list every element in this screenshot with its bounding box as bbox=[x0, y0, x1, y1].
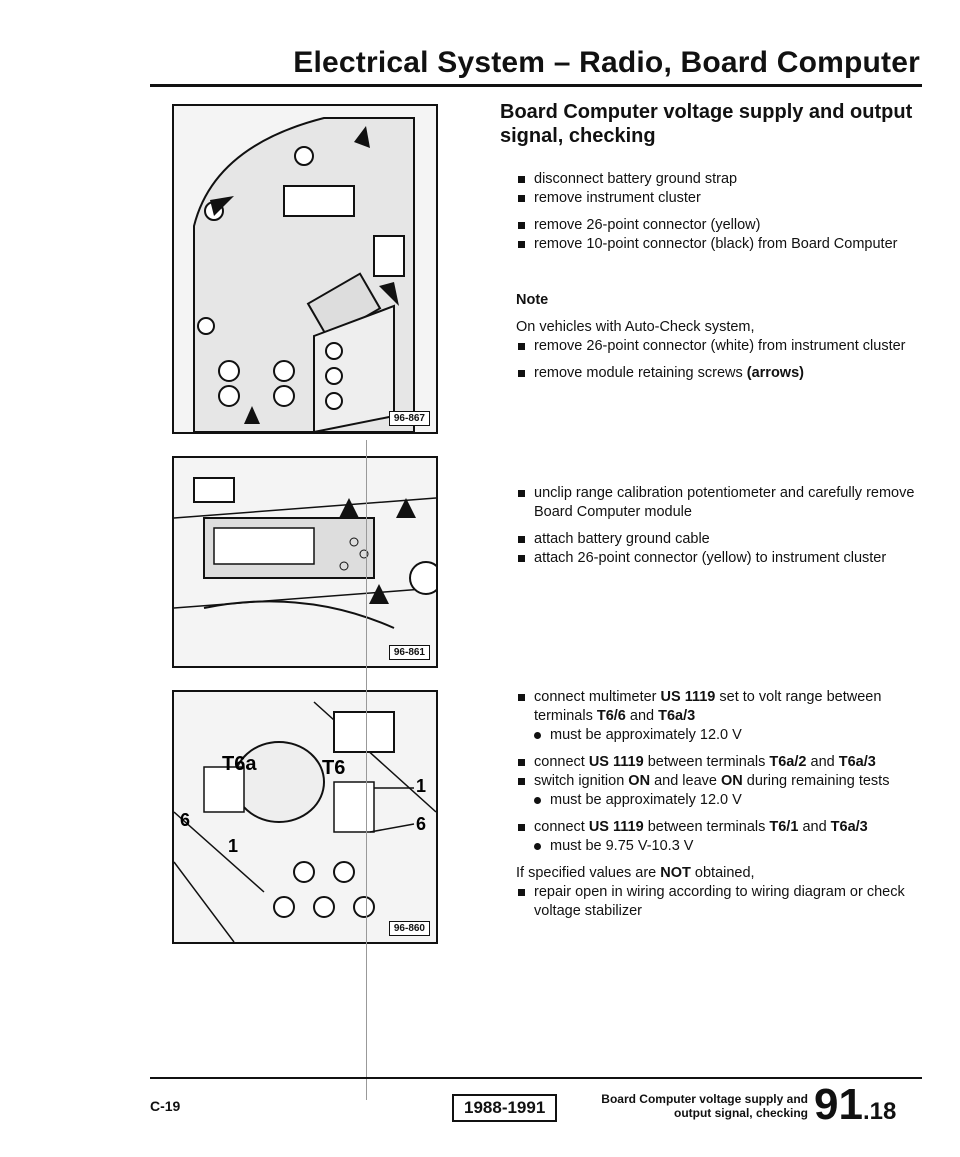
figure-tag: 96-860 bbox=[389, 921, 430, 936]
footer-rule bbox=[150, 1077, 922, 1079]
figure-tag: 96-861 bbox=[389, 645, 430, 660]
note-lead: On vehicles with Auto-Check system, bbox=[516, 319, 755, 335]
section-title: Board Computer voltage supply and output signal, checking bbox=[500, 101, 913, 147]
list-item: repair open in wiring according to wiring diagram or check voltage stabilizer bbox=[516, 883, 916, 921]
figure-label-pin-6-left: 6 bbox=[180, 810, 191, 830]
footer-description: Board Computer voltage supply and output signal, checking bbox=[601, 1092, 808, 1120]
figure-2-drawing bbox=[174, 458, 436, 666]
list-item: remove 26-point connector (yellow) bbox=[516, 216, 916, 235]
footer-page-number: 91.18 bbox=[814, 1080, 897, 1129]
footer-page-ref: C-19 bbox=[150, 1098, 181, 1114]
list-item: remove 10-point connector (black) from Board Computer bbox=[516, 235, 916, 254]
figure-label-t6a: T6a bbox=[222, 753, 257, 775]
list-item: unclip range calibration potentiometer and carefully remove Board Computer module bbox=[516, 484, 916, 522]
list-item: disconnect battery ground strap bbox=[516, 170, 916, 189]
steps-removal bbox=[516, 170, 916, 254]
steps-voltage-checks bbox=[516, 688, 916, 921]
figure-1-drawing bbox=[174, 106, 436, 432]
note-block bbox=[516, 291, 916, 383]
conditional-text: If specified values are NOT obtained, bbox=[516, 865, 755, 881]
figure-tag: 96-867 bbox=[389, 411, 430, 426]
figure-terminal-connectors bbox=[172, 690, 438, 944]
list-item: attach battery ground cable bbox=[516, 530, 916, 549]
steps-module bbox=[516, 484, 916, 568]
list-item: connect US 1119 between terminals T6a/2 and T6a/3 bbox=[516, 753, 916, 772]
figure-instrument-cluster-back bbox=[172, 104, 438, 434]
header-rule bbox=[150, 84, 922, 87]
list-item: connect multimeter US 1119 set to volt range between terminals T6/6 and T6a/3 bbox=[516, 688, 916, 726]
list-subitem: must be approximately 12.0 V bbox=[516, 791, 916, 810]
list-item: remove 26-point connector (white) from instrument cluster bbox=[516, 337, 916, 356]
figure-divider-line bbox=[366, 440, 367, 1100]
list-item: remove instrument cluster bbox=[516, 189, 916, 208]
list-item: attach 26-point connector (yellow) to instrument cluster bbox=[516, 549, 916, 568]
list-item: remove module retaining screws (arrows) bbox=[516, 364, 916, 383]
list-item: connect US 1119 between terminals T6/1 and T6a/3 bbox=[516, 818, 916, 837]
list-item: switch ignition ON and leave ON during remaining tests bbox=[516, 772, 916, 791]
list-subitem: must be 9.75 V-10.3 V bbox=[516, 837, 916, 856]
figure-label-pin-1-left: 1 bbox=[228, 836, 239, 856]
figure-label-t6: T6 bbox=[322, 757, 346, 779]
figure-label-pin-1: 1 bbox=[416, 776, 427, 796]
list-subitem: must be approximately 12.0 V bbox=[516, 726, 916, 745]
figure-board-computer-module bbox=[172, 456, 438, 668]
figure-label-pin-6: 6 bbox=[416, 814, 427, 834]
note-heading: Note bbox=[516, 292, 549, 308]
page-header-title: Electrical System – Radio, Board Computer bbox=[293, 46, 920, 79]
footer-years: 1988-1991 bbox=[452, 1094, 557, 1122]
figure-3-drawing bbox=[174, 692, 436, 942]
